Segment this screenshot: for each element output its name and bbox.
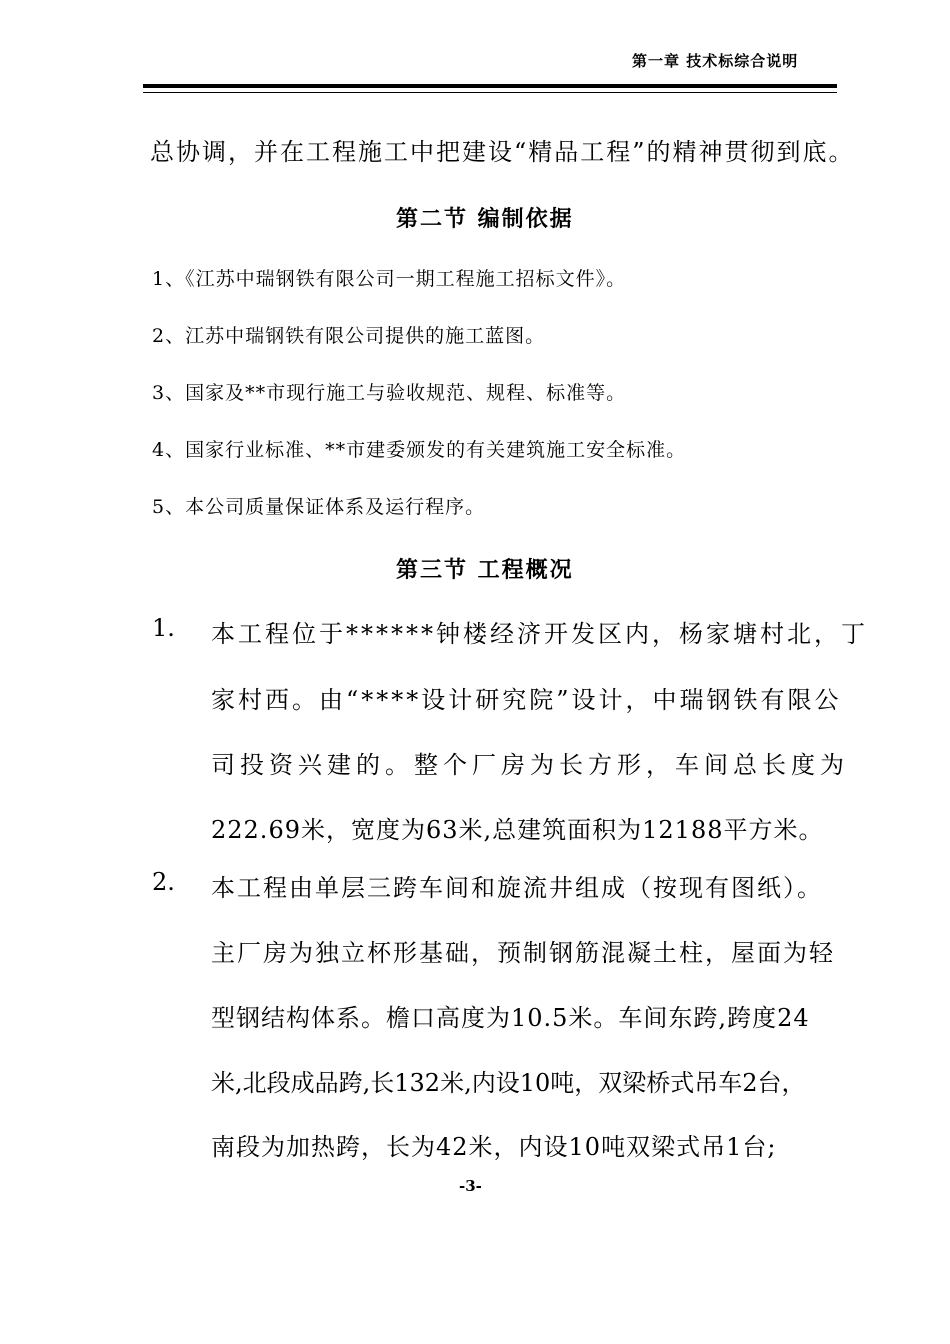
paragraph-line: 南段为加热跨，长为42米，内设10吨双梁式吊1台; — [211, 1133, 777, 1161]
list-item: 4、国家行业标准、**市建委颁发的有关建筑施工安全标准。 — [152, 439, 687, 461]
paragraph-line: 家村西。由“****设计研究院”设计，中瑞钢铁有限公 — [211, 686, 842, 714]
list-item: 1、《江苏中瑞钢铁有限公司一期工程施工招标文件》。 — [152, 268, 627, 290]
paragraph-line: 型钢结构体系。檐口高度为10.5米。车间东跨,跨度24 — [211, 1004, 810, 1032]
item-number: 2. — [152, 868, 175, 896]
paragraph-line: 主厂房为独立杯形基础，预制钢筋混凝土柱，屋面为轻 — [211, 939, 835, 967]
section-2-title: 第二节 编制依据 — [396, 207, 574, 232]
paragraph-line: 本工程位于******钟楼经济开发区内，杨家塘村北，丁 — [211, 620, 868, 648]
chapter-title: 第一章 技术标综合说明 — [632, 52, 799, 70]
paragraph-line: 本工程由单层三跨车间和旋流井组成（按现有图纸）。 — [211, 874, 823, 902]
list-item: 3、国家及**市现行施工与验收规范、规程、标准等。 — [152, 382, 627, 404]
header-rule-thick — [143, 84, 837, 88]
section-3-title: 第三节 工程概况 — [396, 558, 574, 583]
page-number: -3- — [459, 1177, 482, 1195]
header-rule-thin — [143, 92, 837, 93]
continuation-paragraph: 总协调，并在工程施工中把建设“精品工程”的精神贯彻到底。 — [150, 138, 855, 166]
item-number: 1. — [152, 614, 175, 642]
paragraph-line: 222.69米，宽度为63米,总建筑面积为12188平方米。 — [211, 816, 824, 844]
paragraph-line: 司投资兴建的。整个厂房为长方形，车间总长度为 — [211, 751, 849, 779]
list-item: 5、本公司质量保证体系及运行程序。 — [152, 496, 486, 518]
list-item: 2、江苏中瑞钢铁有限公司提供的施工蓝图。 — [152, 325, 546, 347]
paragraph-line: 米,北段成品跨,长132米,内设10吨，双梁桥式吊车2台， — [211, 1069, 806, 1097]
